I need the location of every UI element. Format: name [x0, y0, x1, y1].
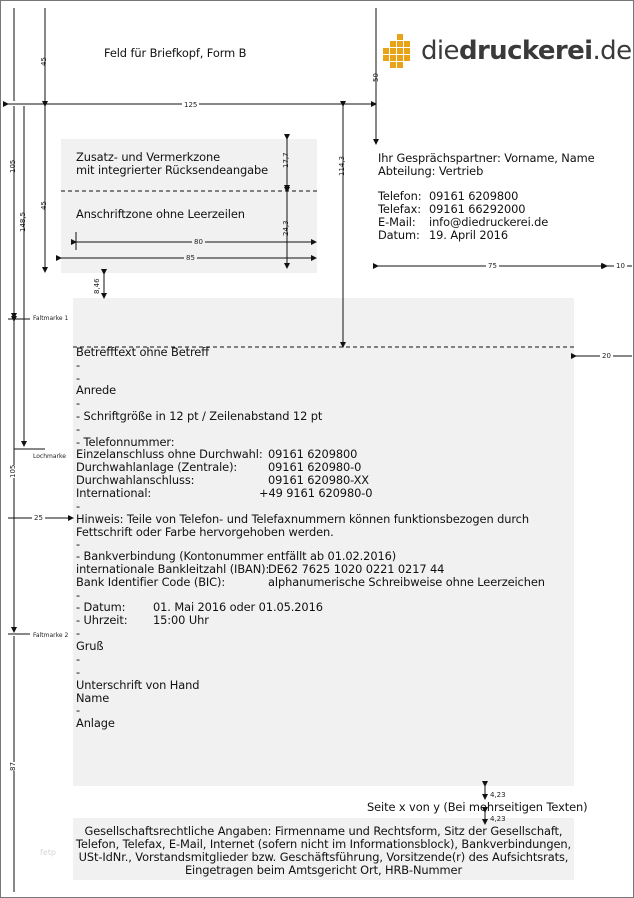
phone-row-value: 09161 620980-XX [268, 473, 369, 487]
footer-line-4: Eingetragen beim Amtsgericht Ort, HRB-Nummer [184, 863, 463, 877]
info-label-date: Datum: [378, 228, 420, 242]
phone-row-label: Durchwahlanschluss: [76, 473, 195, 487]
dim-10: 10 [616, 262, 625, 270]
contact-line: Ihr Gesprächspartner: Vorname, Name [378, 151, 595, 165]
dim-114-3: 114,3 [338, 155, 346, 176]
dim-4-23-b: 4,23 [490, 815, 506, 823]
info-label-email: E-Mail: [378, 215, 416, 229]
anschrift-zone: Anschriftzone ohne Leerzeilen [76, 207, 245, 221]
dim-45-mid: 45 [40, 201, 48, 210]
faltmarke-1-label: Faltmarke 1 [33, 315, 69, 322]
logo-mark-icon [383, 34, 417, 68]
body-dash: - [76, 537, 81, 551]
gruss-line: Gruß [76, 639, 104, 653]
body-dash: - [76, 665, 81, 679]
date-value: 01. Mai 2016 oder 01.05.2016 [153, 600, 323, 614]
dim-87: 87 [9, 762, 17, 771]
body-line: - [76, 396, 81, 410]
body-dash: - [76, 499, 81, 513]
faltmarke-2-label: Faltmarke 2 [33, 632, 69, 639]
phone-row-label: International: [76, 486, 152, 500]
name-line: Name [76, 691, 110, 705]
dim-24-3: 24,3 [282, 220, 290, 236]
dim-25: 25 [34, 514, 43, 522]
date-label: - Datum: [76, 600, 126, 614]
phone-row-label: Einzelanschluss ohne Durchwahl: [76, 447, 263, 461]
hinweis-line-1: Hinweis: Teile von Telefon- und Telefaxnummern können funktionsbezogen durch [76, 512, 529, 526]
iban-value: DE62 7625 1020 0221 0217 44 [268, 562, 445, 576]
body-line: - Telefonnummer: [76, 435, 175, 449]
info-value-email: info@diedruckerei.de [429, 215, 549, 229]
zusatz-line-2: mit integrierter Rücksendeangabe [76, 163, 269, 177]
dim-125: 125 [184, 101, 198, 109]
anlage-line: Anlage [76, 716, 115, 730]
footer-line-1: Gesellschaftsrechtliche Angaben: Firmenname und Rechtsform, Sitz der Gesellschaft, [84, 824, 563, 838]
dim-80: 80 [194, 238, 203, 246]
dim-105-left: 105 [9, 159, 17, 173]
hinweis-line-2: Fettschrift oder Farbe hervorgehoben werden. [76, 525, 334, 539]
body-dash: - [76, 626, 81, 640]
info-label-fax: Telefax: [378, 202, 421, 216]
watermark: fetp [40, 848, 56, 857]
body-line: - [76, 422, 81, 436]
info-value-fax: 09161 66292000 [429, 202, 526, 216]
phone-row-label: Durchwahlanlage (Zentrale): [76, 460, 238, 474]
bank-line: - Bankverbindung (Kontonummer entfällt ab 01.02.2016) [76, 549, 397, 563]
phone-row-value: +49 9161 620980-0 [259, 486, 373, 500]
time-value: 15:00 Uhr [153, 613, 209, 627]
footer-line-3: USt-IdNr., Vorstandsmitglieder bzw. Geschäftsführung, Vorsitzende(r) des Aufsichtsrats, [78, 850, 569, 864]
page-number: Seite x von y (Bei mehrseitigen Texten) [367, 800, 588, 814]
info-label-phone: Telefon: [378, 189, 422, 203]
body-line: - [76, 371, 81, 385]
body-line: - Schriftgröße in 12 pt / Zeilenabstand 12 pt [76, 409, 323, 423]
dim-45-top: 45 [40, 57, 48, 66]
info-value-phone: 09161 6209800 [429, 189, 519, 203]
phone-row-value: 09161 620980-0 [268, 460, 362, 474]
dim-148-5: 148,5 [19, 211, 27, 232]
dim-4-23-a: 4,23 [490, 791, 506, 799]
body-dash: - [76, 703, 81, 717]
body-line: Anrede [76, 383, 117, 397]
logo-wordmark: diedruckerei.de [421, 36, 632, 66]
dim-105-lower: 105 [9, 464, 17, 478]
dim-85: 85 [186, 254, 195, 262]
body-line: Betrefftext ohne Betreff [76, 345, 210, 359]
letterhead-label: Feld für Briefkopf, Form B [104, 46, 247, 60]
dim-75: 75 [488, 262, 497, 270]
bic-value: alphanumerische Schreibweise ohne Leerzeichen [268, 575, 545, 589]
footer-line-2: Telefon, Telefax, E-Mail, Internet (sofern nicht im Informationsblock), Bankverbindungen, [75, 837, 572, 851]
info-value-date: 19. April 2016 [429, 228, 508, 242]
body-dash: - [76, 652, 81, 666]
time-label: - Uhrzeit: [76, 613, 128, 627]
zusatz-line-1: Zusatz- und Vermerkzone [76, 150, 221, 164]
dim-17-7: 17,7 [282, 152, 290, 168]
phone-row-value: 09161 6209800 [268, 447, 358, 461]
department-line: Abteilung: Vertrieb [378, 164, 484, 178]
iban-label: internationale Bankleitzahl (IBAN): [76, 562, 270, 576]
signature-line: Unterschrift von Hand [76, 678, 200, 692]
dim-50: 50 [372, 73, 380, 82]
lochmarke-label: Lochmarke [33, 453, 66, 460]
dim-20: 20 [602, 352, 611, 360]
body-dash: - [76, 588, 81, 602]
bic-label: Bank Identifier Code (BIC): [76, 575, 226, 589]
company-logo [383, 34, 632, 70]
body-line: - [76, 358, 81, 372]
dim-8-46: 8,46 [93, 278, 101, 294]
